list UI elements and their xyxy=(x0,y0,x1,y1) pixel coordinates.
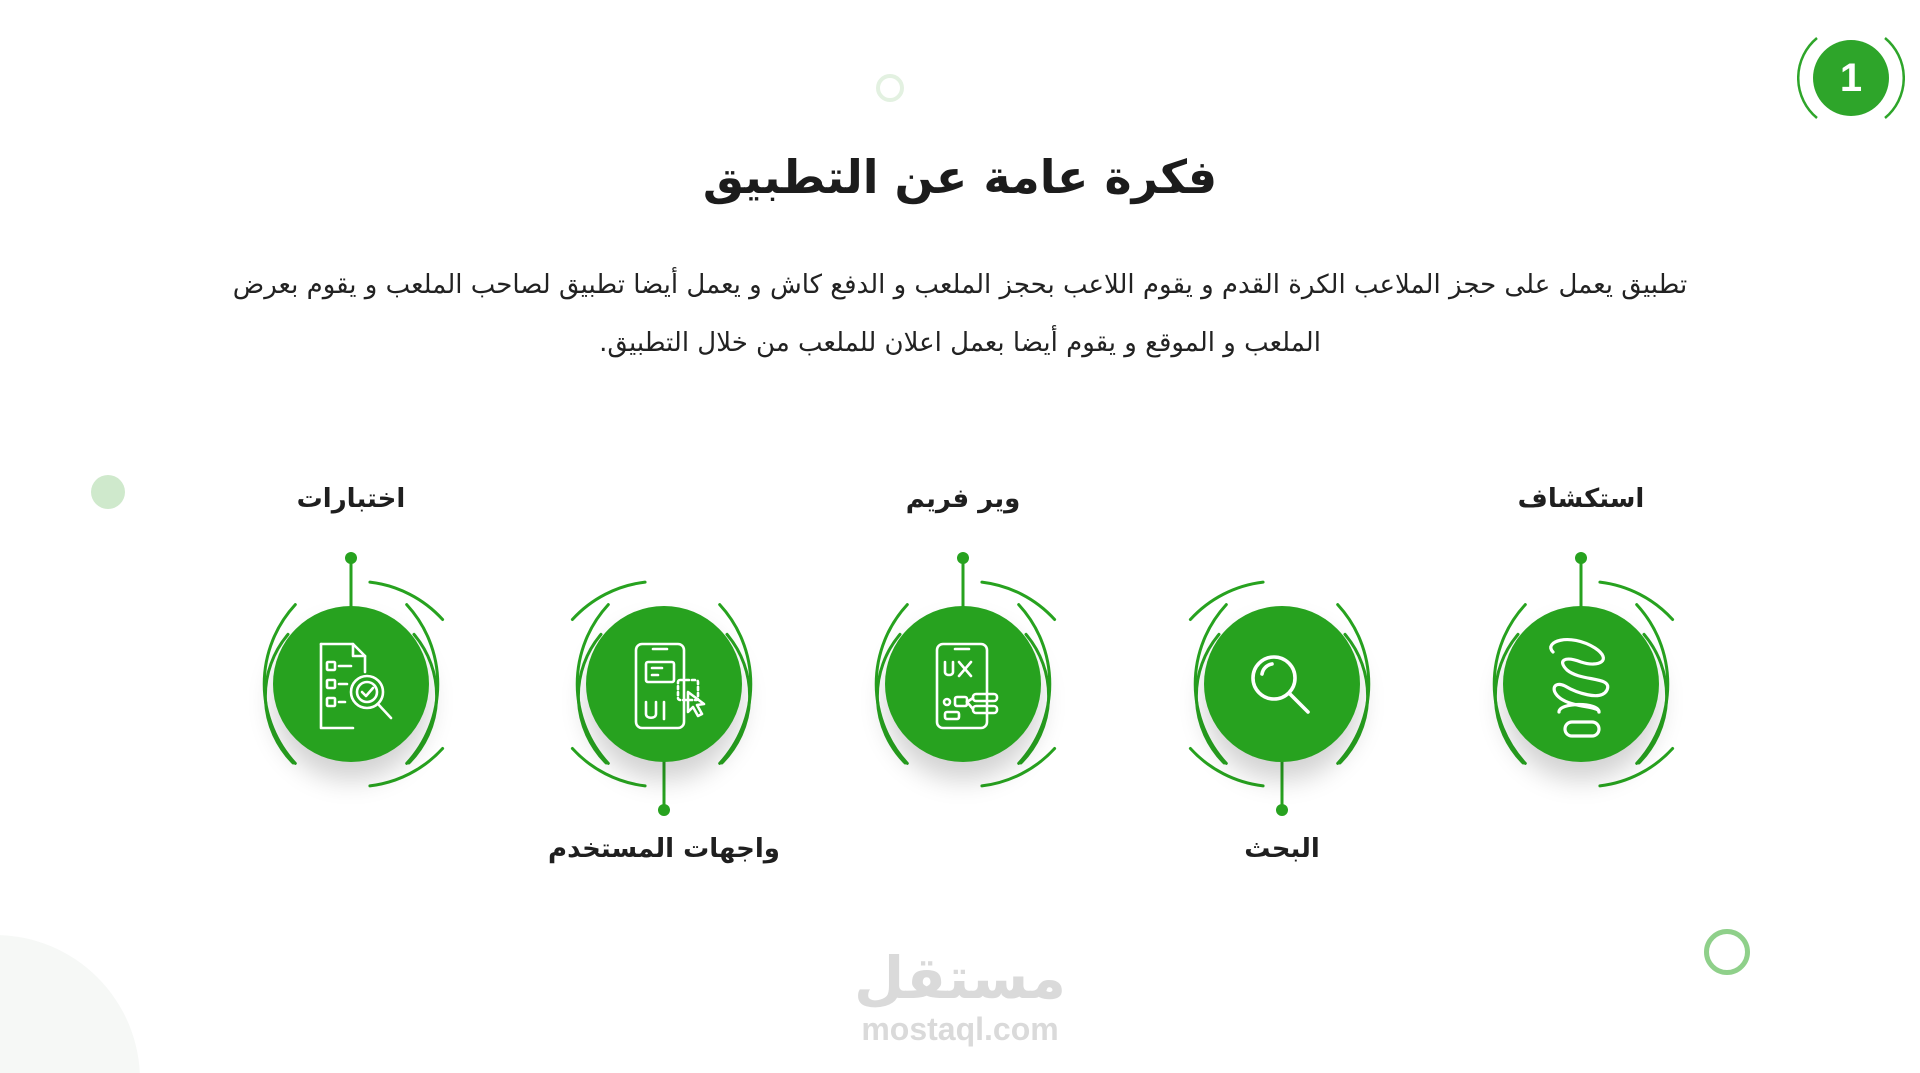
lightbulb-icon xyxy=(1503,606,1659,762)
corner-decoration xyxy=(0,935,140,1073)
step-discovery xyxy=(1461,484,1701,864)
step-wireframe xyxy=(843,484,1083,864)
page-title: فكرة عامة عن التطبيق xyxy=(702,150,1218,204)
decorative-dot-left xyxy=(91,475,125,509)
watermark-domain: mostaql.com xyxy=(861,1011,1059,1047)
step-circle xyxy=(885,606,1041,762)
step-label: وير فريم xyxy=(905,484,1021,514)
page-number-badge xyxy=(1797,24,1905,132)
decorative-ring-bottom-right xyxy=(1704,929,1750,975)
watermark-logo xyxy=(820,945,1100,1047)
ux-wireframe-icon xyxy=(885,606,1041,762)
search-icon xyxy=(1204,606,1360,762)
step-label: البحث xyxy=(1244,834,1320,864)
step-label: استكشاف xyxy=(1517,484,1645,514)
testing-report-icon xyxy=(273,606,429,762)
ui-design-icon xyxy=(586,606,742,762)
step-ui-design xyxy=(544,484,784,864)
decorative-ring-top xyxy=(876,74,904,102)
watermark-arabic: مستقل xyxy=(853,944,1067,1012)
step-circle xyxy=(586,606,742,762)
description-text: تطبيق يعمل على حجز الملاعب الكرة القدم و يقوم اللاعب بحجز الملعب و الدفع كاش و يعمل أيضا تطبيق لصاحب الملعب و يقوم بعرض الملعب و الموقع و يقوم أيضا بعمل اعلان للملعب من خلال التطبيق. xyxy=(232,270,1688,358)
step-testing xyxy=(231,484,471,864)
step-label: اختبارات xyxy=(296,484,406,514)
step-research xyxy=(1162,484,1402,864)
step-circle xyxy=(273,606,429,762)
step-circle xyxy=(1204,606,1360,762)
page-number: 1 xyxy=(1813,40,1889,116)
step-label: واجهات المستخدم xyxy=(548,834,780,864)
step-circle xyxy=(1503,606,1659,762)
